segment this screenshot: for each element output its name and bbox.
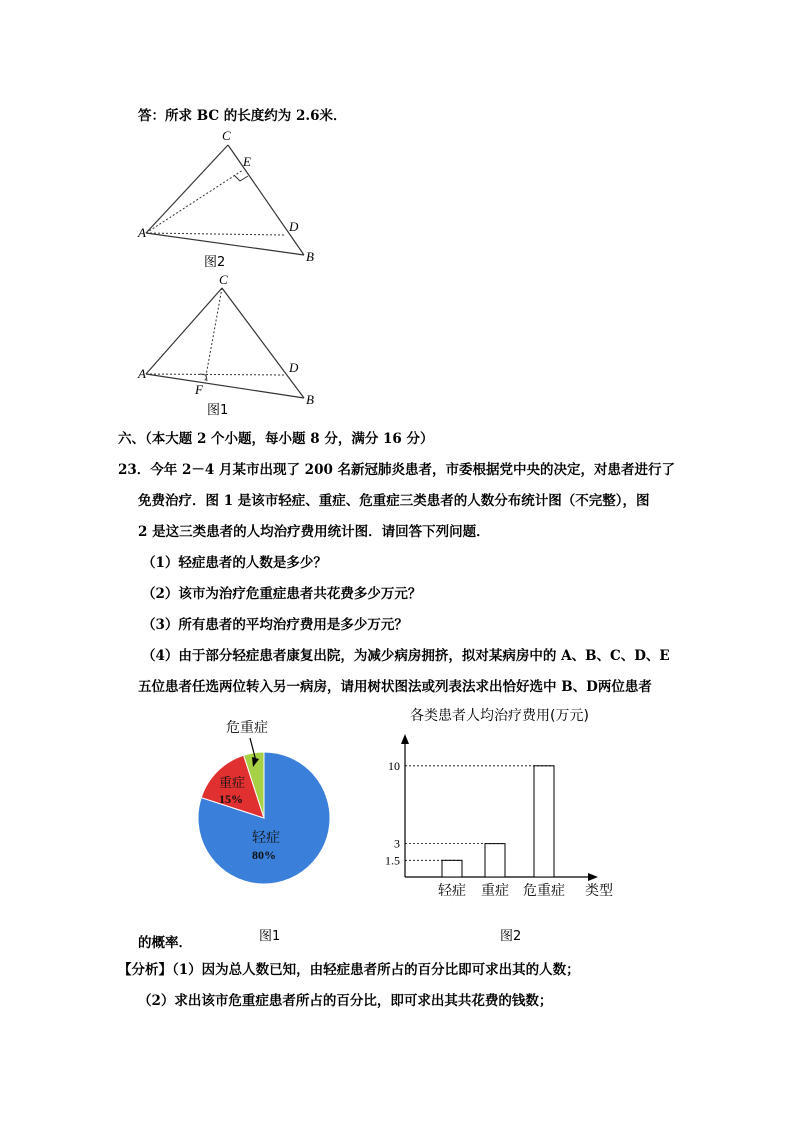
q23-sub-4-line-2: 五位患者任选两位转入另一病房，请用树状图法或列表法求出恰好选中 B、D两位患者 <box>138 679 652 695</box>
q23-sub-1: （1）轻症患者的人数是多少？ <box>142 555 327 571</box>
analysis-text-1: （1）因为总人数已知，由轻症患者所占的百分比即可求出其的人数； <box>172 962 580 978</box>
y-tick-label: 3 <box>394 836 400 851</box>
q23-sub-4-line-3: 的概率． <box>138 935 192 951</box>
x-axis-arrow <box>588 873 598 881</box>
label-A: A <box>138 225 146 240</box>
label-D: D <box>289 360 299 375</box>
bar-critical <box>534 766 554 877</box>
q23-line-1: 23．今年 2－4 月某市出现了 200 名新冠肺炎患者，市委根据党中央的决定，对患者进行了 <box>118 462 676 478</box>
pie-label-critical: 危重症 <box>226 721 268 736</box>
segment-AE-dashed <box>146 170 243 233</box>
segment-AC <box>146 288 222 374</box>
q23-line-3: 2 是这三类患者的人均治疗费用统计图．请回答下列问题． <box>138 524 490 540</box>
y-axis-arrow <box>401 734 409 744</box>
pie-value-severe: 15% <box>219 792 243 806</box>
q23-sub-4-line-1: （4）由于部分轻症患者康复出院，为减少病房拥挤，拟对某病房中的 A、B、C、D、E <box>142 648 670 664</box>
bar-severe <box>485 844 505 877</box>
segment-AC <box>146 145 228 233</box>
analysis-line-2: （2）求出该市危重症患者所占的百分比，即可求出其共花费的钱数； <box>138 993 553 1009</box>
analysis-line-1 <box>118 958 580 978</box>
segment-CB <box>228 145 304 255</box>
segment-AD-dashed <box>146 374 284 375</box>
chart-2-caption: 图2 <box>500 929 522 944</box>
analysis-tag: 【分析】 <box>118 962 172 978</box>
pie-label-mild: 轻症 <box>252 831 280 846</box>
pie-label-severe: 重症 <box>219 775 246 790</box>
label-C: C <box>219 272 228 287</box>
q23-line-2: 免费治疗．图 1 是该市轻症、重症、危重症三类患者的人数分布统计图（不完整），图 <box>138 493 650 509</box>
pie-value-mild: 80% <box>252 848 276 862</box>
bar-chart-title: 各类患者人均治疗费用(万元) <box>410 708 589 724</box>
label-A: A <box>138 366 146 381</box>
right-angle-mark <box>200 374 207 381</box>
label-C: C <box>222 128 231 143</box>
geometry-figure-2 <box>130 125 330 270</box>
chart-1-caption: 图1 <box>259 929 281 944</box>
label-E: E <box>243 154 251 169</box>
q23-sub-2: （2）该市为治疗危重症患者共花费多少万元？ <box>142 586 422 602</box>
label-F: F <box>195 382 203 397</box>
segment-CB <box>222 288 304 398</box>
figure-1-caption: 图1 <box>207 403 229 418</box>
segment-CF-dashed <box>205 288 222 381</box>
x-tick-label: 轻症 <box>438 884 466 899</box>
x-tick-label: 危重症 <box>523 884 565 899</box>
segment-AB <box>146 374 304 398</box>
label-B: B <box>306 392 314 407</box>
y-tick-label: 1.5 <box>385 853 400 868</box>
bar-chart <box>380 728 625 906</box>
section-heading: 六、（本大题 2 个小题，每小题 8 分，满分 16 分） <box>118 431 434 447</box>
bar-mild <box>442 860 462 877</box>
label-B: B <box>306 249 314 264</box>
q23-sub-3: （3）所有患者的平均治疗费用是多少万元？ <box>142 617 408 633</box>
pie-chart <box>190 715 350 895</box>
y-tick-label: 10 <box>388 758 400 773</box>
figure-2-caption: 图2 <box>204 255 226 270</box>
segment-AD-dashed <box>146 233 284 235</box>
x-axis-label: 类型 <box>585 884 613 899</box>
answer-line: 答：所求 BC 的长度约为 2.6米． <box>138 108 347 124</box>
x-tick-label: 重症 <box>481 884 509 899</box>
label-D: D <box>289 219 299 234</box>
geometry-figure-1 <box>130 268 330 413</box>
right-angle-mark <box>234 175 248 181</box>
